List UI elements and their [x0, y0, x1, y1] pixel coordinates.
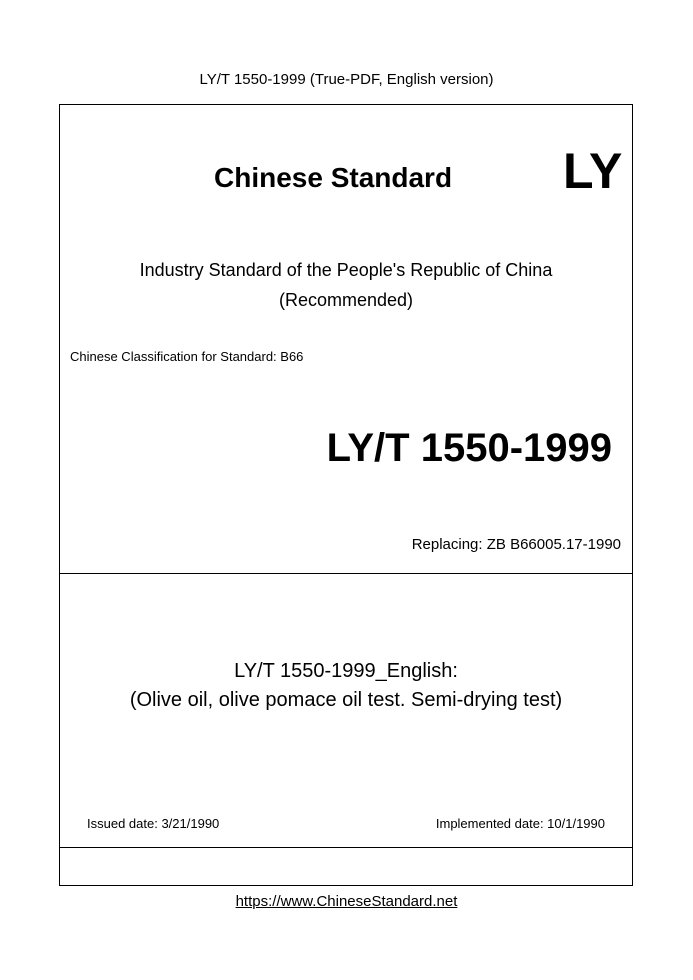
document-header: LY/T 1550-1999 (True-PDF, English version)	[199, 71, 494, 88]
document-title-line-1: LY/T 1550-1999_English:	[234, 660, 458, 682]
cover-frame	[59, 104, 633, 886]
standard-number: LY/T 1550-1999	[326, 426, 612, 470]
document-title-line-2: (Olive oil, olive pomace oil test. Semi-drying test)	[129, 689, 563, 711]
issued-date: Issued date: 3/21/1990	[87, 816, 220, 831]
cover-lower-section	[60, 575, 632, 847]
footer	[0, 892, 693, 912]
brand-code: LY	[563, 143, 623, 199]
replacing-line: Replacing: ZB B66005.17-1990	[411, 536, 621, 553]
brand-title: Chinese Standard	[214, 162, 453, 193]
implemented-date: Implemented date: 10/1/1990	[435, 816, 605, 831]
cover-upper-section	[60, 105, 632, 574]
industry-standard-line: Industry Standard of the People's Republic of China	[139, 260, 553, 280]
website-link[interactable]: https://www.ChineseStandard.net	[235, 893, 458, 910]
cover-bottom-bar	[60, 847, 632, 885]
recommended-line: (Recommended)	[278, 290, 414, 310]
classification-line: Chinese Classification for Standard: B66	[70, 349, 304, 364]
